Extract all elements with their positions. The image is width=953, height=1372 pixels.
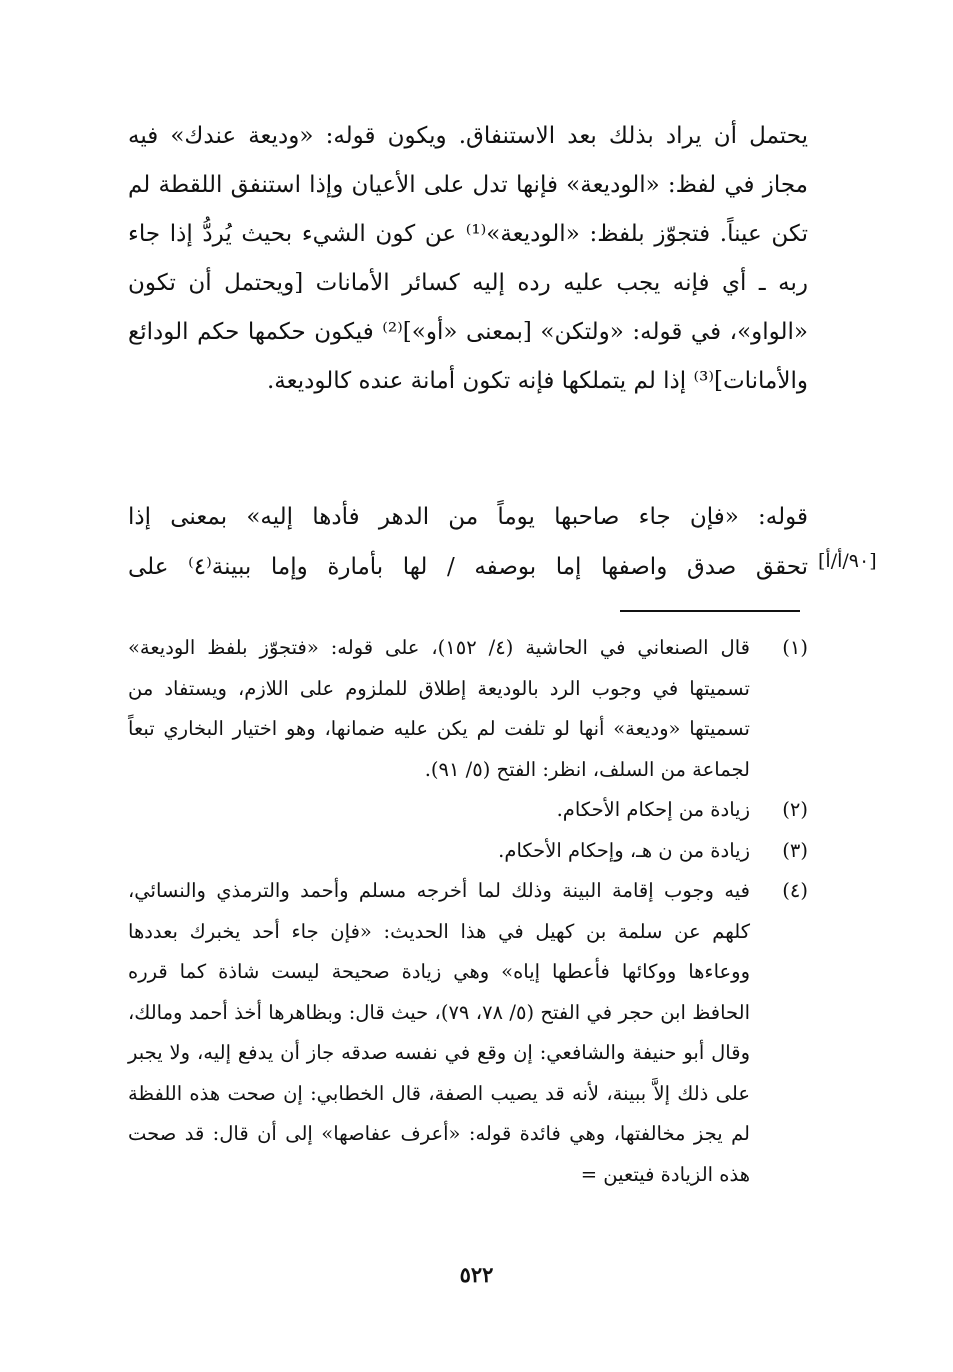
footnote-number: (٢) bbox=[782, 798, 808, 821]
footnote-4 bbox=[128, 871, 808, 1195]
footnote-text: زيادة من ن هـ، وإحكام الأحكام. bbox=[498, 838, 750, 862]
footnote-text: قال الصنعاني في الحاشية (٤/ ١٥٢)، على قوله: «فتجوّز بلفظ الوديعة» تسميتها في وجوب الرد بالوديعة إطلاق للملزوم على اللازم، ويستفاد من تسميتها «وديعة» أنها لو تلفت لم يكن عليه ضمانها، وهو اختيار البخاري تبعاً لجماعة من السلف، انظر: الفتح (٥/ ٩١). bbox=[128, 636, 750, 781]
paragraph-2-line-1: قوله: «فإن جاء صاحبها يوماً من الدهر فأدها إليه» بمعنى إذا bbox=[128, 504, 808, 530]
footnote-separator bbox=[620, 610, 800, 612]
footnotes bbox=[128, 628, 808, 1195]
manuscript-margin-reference: [٩٠/أ/أ] bbox=[818, 550, 877, 572]
footnote-text: فيه وجوب إقامة البينة وذلك لما أخرجه مسلم وأحمد والترمذي والنسائي، كلهم عن سلمة بن كهيل في هذا الحديث: «فإن جاء أحد يخبرك بعددها ووعاءها ووكائها فأعطها إياه» وهي زيادة صحيحة ليست شاذة كما قرره الحافظ ابن حجر في الفتح (٥/ ٧٨، ٧٩)، حيث قال: وبظاهرها أخذ أحمد ومالك، وقال أبو حنيفة والشافعي: إن وقع في نفسه صدقه جاز أن يدفع إليه، ولا يجبر على ذلك إلاَّ ببينة، لأنه قد يصيب الصفة، قال الخطابي: إن صحت هذه اللفظة لم يجز مخالفتها، وهي فائدة قوله: «أعرف عفاصها» إلى أن قال: قد صحت هذه الزيادة فيتعين = bbox=[128, 879, 750, 1186]
page-number: ٥٢٢ bbox=[459, 1262, 494, 1287]
footnote-number: (٤) bbox=[782, 879, 808, 902]
footnote-1 bbox=[128, 628, 808, 790]
footnote-number: (١) bbox=[782, 636, 808, 659]
footnote-text: زيادة من إحكام الأحكام. bbox=[556, 798, 750, 821]
paragraph-2-line-2: تحقق صدق واصفها إما بوصفه / لها بأمارة وإما ببينة⁽٤⁾ على bbox=[128, 554, 808, 580]
paragraph-1: يحتمل أن يراد بذلك بعد الاستنفاق. ويكون قوله: «وديعة عندك» فيه مجاز في لفظ: «الوديعة» فإنها تدل على الأعيان وإذا استنفق اللقطة لم تكن عيناً. فتجوّز بلفظ: «الوديعة»⁽¹⁾ عن كون الشيء بحيث يُردُّ إذا جاء ربه ـ أي فإنه يجب عليه رده إليه كسائر الأمانات [ويحتمل أن تكون «الواو»، في قوله: «ولتكن» [بمعنى «أو»]⁽²⁾ فيكون حكمها حكم الودائع والأمانات]⁽³⁾ إذا لم يتملكها فإنه تكون أمانة عنده كالوديعة. bbox=[128, 123, 809, 394]
footnote-3 bbox=[128, 831, 808, 872]
main-text-block bbox=[128, 112, 808, 406]
footnote-2 bbox=[128, 790, 808, 831]
footnote-number: (٣) bbox=[782, 838, 808, 862]
paragraph-2 bbox=[128, 492, 808, 592]
